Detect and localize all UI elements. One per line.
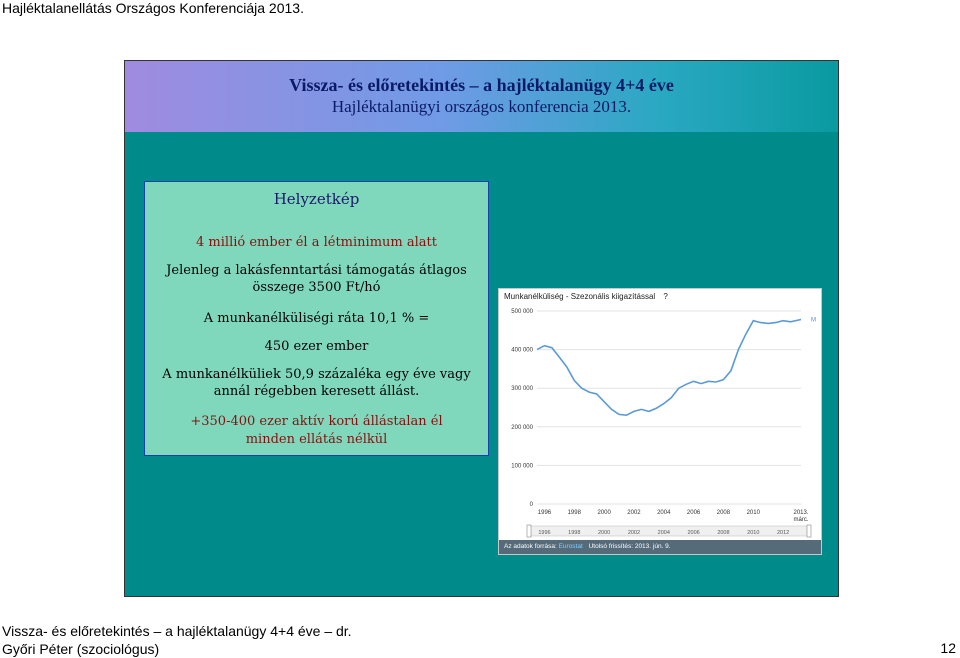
x-tick-label: 2000 — [597, 510, 611, 516]
slider-tick-label: 1998 — [568, 530, 581, 536]
slider-tick-label: 2008 — [717, 530, 730, 536]
x-tick-label: 2008 — [716, 510, 731, 516]
x-tick-label: 1998 — [567, 510, 581, 516]
page-number: 12 — [940, 640, 956, 656]
y-tick-label: 0 — [529, 502, 533, 508]
source-link[interactable]: Eurostat — [558, 543, 583, 550]
slider-tick-label: 2002 — [627, 530, 641, 536]
series-marker: M — [811, 317, 816, 324]
stat-no-benefits-line1: +350-400 ezer aktív korú állástalan él — [190, 414, 443, 429]
slider-tick-label: 2004 — [657, 530, 670, 536]
x-tick-label: 2010 — [746, 510, 760, 516]
y-tick-label: 400 000 — [511, 347, 533, 354]
series-line — [537, 320, 801, 416]
help-icon[interactable]: ? — [663, 292, 668, 301]
unemployed-count: 450 ezer ember — [264, 339, 369, 354]
x-tick-label: 2013. — [793, 510, 809, 516]
x-tick-label-sub: márc. — [793, 517, 809, 523]
source-label: Az adatok forrása: — [504, 543, 557, 550]
housing-support-line2: összege 3500 Ft/hó — [252, 280, 381, 295]
y-tick-label: 200 000 — [511, 424, 533, 431]
x-tick-label: 2002 — [627, 510, 641, 516]
x-tick-label: 1996 — [537, 510, 552, 516]
chart-plot — [499, 289, 821, 539]
housing-support-line1: Jelenleg a lakásfenntartási támogatás átlagos — [166, 263, 467, 278]
footer-line2: Győri Péter (szociológus) — [2, 641, 160, 657]
y-tick-label: 500 000 — [511, 309, 533, 315]
chart-title-text: Munkanélküliség - Szezonális kiigazítással — [504, 292, 656, 301]
x-tick-label: 2006 — [686, 510, 701, 516]
slider-tick-label: 2000 — [597, 530, 611, 536]
stat-no-benefits-line2: minden ellátás nélkül — [245, 432, 388, 447]
unemployment-chart — [498, 288, 822, 555]
slide — [124, 60, 839, 597]
slide-banner — [125, 61, 838, 132]
slider-tick-label: 2010 — [747, 530, 760, 536]
stat-poverty: 4 millió ember él a létminimum alatt — [196, 235, 437, 250]
range-slider-handle-right — [807, 525, 811, 537]
footer — [2, 622, 352, 658]
range-slider-handle-left — [527, 525, 531, 537]
slider-tick-label: 1996 — [538, 530, 551, 536]
header-title: Hajléktalanellátás Országos Konferenciája 2013. — [2, 0, 304, 16]
long-term-line1: A munkanélküliek 50,9 százaléka egy éve vagy — [162, 367, 471, 382]
chart-source-bar — [499, 540, 821, 554]
slide-title: Vissza- és előretekintés – a hajléktalanügy 4+4 éve — [289, 75, 674, 95]
updated-label: Utolsó frissítés: 2013. jún. 9. — [588, 543, 671, 550]
unemployment-rate: A munkanélküliségi ráta 10,1 % = — [203, 311, 430, 326]
box-heading: Helyzetkép — [273, 190, 360, 208]
footer-line1: Vissza- és előretekintés – a hajléktalanügy 4+4 éve – dr. — [2, 623, 352, 639]
long-term-line2: annál régebben keresett állást. — [213, 384, 420, 399]
slider-tick-label: 2012 — [776, 530, 790, 536]
slide-subtitle: Hajléktalanügyi országos konferencia 2013. — [331, 97, 632, 116]
x-tick-label: 2004 — [657, 510, 671, 516]
slider-tick-label: 2006 — [687, 530, 700, 536]
y-tick-label: 100 000 — [511, 463, 533, 470]
situation-box — [144, 181, 489, 456]
y-tick-label: 300 000 — [511, 386, 533, 393]
